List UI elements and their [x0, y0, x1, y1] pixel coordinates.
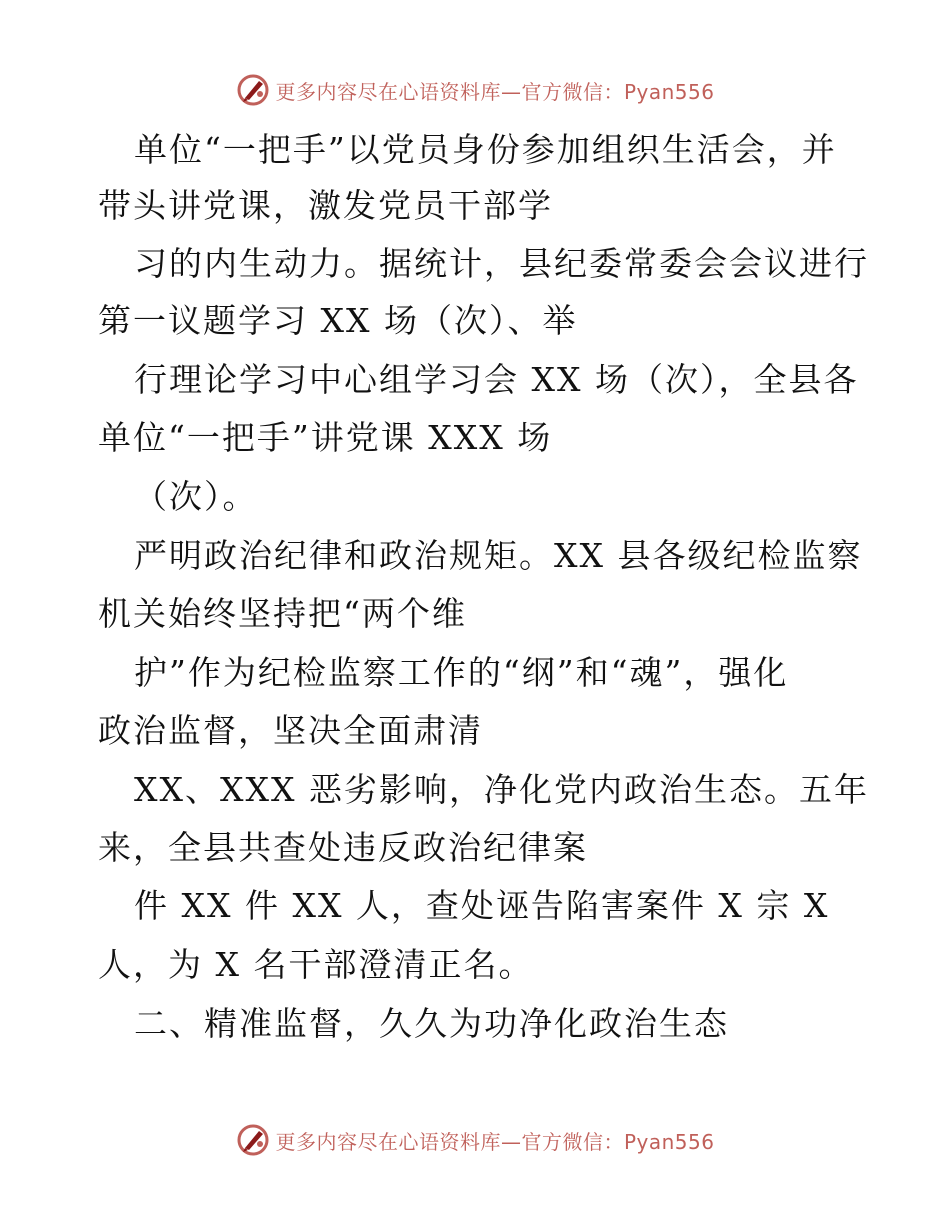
text-line: 来，全县共查处违反政治纪律案 — [98, 828, 588, 867]
text-line: 人，为 X 名干部澄清正名。 — [98, 945, 534, 984]
pen-logo-icon — [235, 1122, 271, 1158]
text-line: XX、XXX 恶劣影响，净化党内政治生态。五年 — [134, 770, 869, 809]
text-line: 第一议题学习 XX 场（次）、举 — [98, 301, 578, 340]
header-banner-text: 更多内容尽在心语资料库—官方微信：Pyan556 — [275, 79, 715, 104]
text-line: 机关始终坚持把“两个维 — [98, 594, 467, 633]
footer-banner-text: 更多内容尽在心语资料库—官方微信：Pyan556 — [275, 1129, 715, 1154]
text-line: （次）。 — [134, 477, 258, 516]
text-line: 习的内生动力。据统计，县纪委常委会会议进行 — [134, 244, 869, 283]
text-line: 政治监督，坚决全面肃清 — [98, 711, 483, 750]
text-line: 严明政治纪律和政治规矩。XX 县各级纪检监察 — [134, 536, 863, 575]
text-line: 单位“一把手”讲党课 XXX 场 — [98, 418, 553, 457]
footer-banner — [0, 1120, 950, 1160]
text-line: 单位“一把手”以党员身份参加组织生活会，并 — [134, 130, 837, 169]
header-banner — [0, 70, 950, 110]
text-line: 护”作为纪检监察工作的“纲”和“魂”，强化 — [134, 653, 789, 692]
text-line: 带头讲党课，激发党员干部学 — [98, 186, 553, 225]
section-heading: 二、精准监督，久久为功净化政治生态 — [134, 1004, 729, 1043]
text-line: 行理论学习中心组学习会 XX 场（次），全县各 — [134, 360, 859, 399]
text-line: 件 XX 件 XX 人，查处诬告陷害案件 X 宗 X — [134, 886, 830, 925]
pen-logo-icon — [235, 72, 271, 108]
